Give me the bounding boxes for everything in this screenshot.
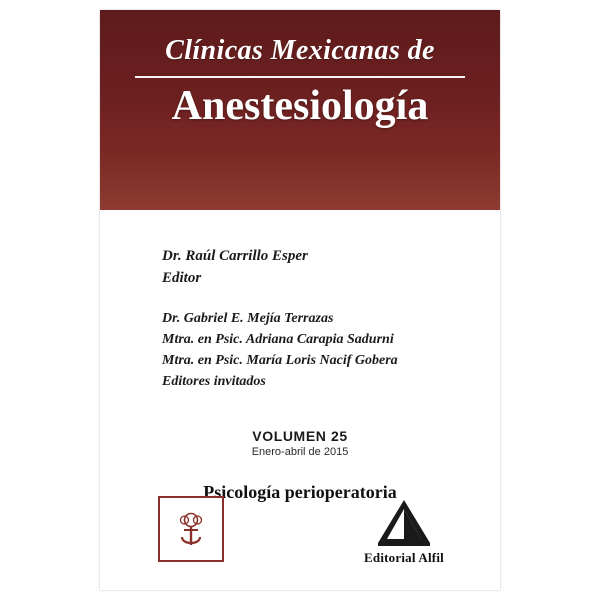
cover-body: [100, 210, 500, 590]
guest-editor-3: Mtra. en Psic. María Loris Nacif Gobera: [162, 352, 398, 368]
alfil-triangle-logo: [373, 497, 435, 547]
subject-title: Psicología perioperatoria: [203, 481, 397, 502]
guest-editor-2: Mtra. en Psic. Adriana Carapia Sadurni: [162, 331, 394, 347]
publisher-name: Editorial Alfil: [364, 550, 444, 565]
editor-name: Dr. Raúl Carrillo Esper: [162, 248, 308, 264]
guest-editors-role: Editores invitados: [162, 373, 266, 389]
publisher-block: [344, 497, 464, 566]
academy-seal-logo: [158, 496, 224, 562]
logos-row: [100, 486, 500, 566]
cover-banner: [100, 10, 500, 210]
guest-editors-block: [162, 308, 500, 392]
main-title: Anestesiología: [171, 82, 429, 129]
book-cover: [100, 10, 500, 590]
guest-editor-1: Dr. Gabriel E. Mejía Terrazas: [162, 310, 334, 326]
title-divider: [135, 76, 465, 78]
series-title: Clínicas Mexicanas de: [165, 35, 435, 66]
volume-dates: Enero-abril de 2015: [251, 445, 349, 458]
volume-label: VOLUMEN 25: [252, 427, 348, 444]
credits-block: [162, 246, 500, 392]
volume-block: [100, 428, 500, 458]
cover-title-block: [100, 36, 500, 128]
editor-role: Editor: [162, 269, 202, 286]
